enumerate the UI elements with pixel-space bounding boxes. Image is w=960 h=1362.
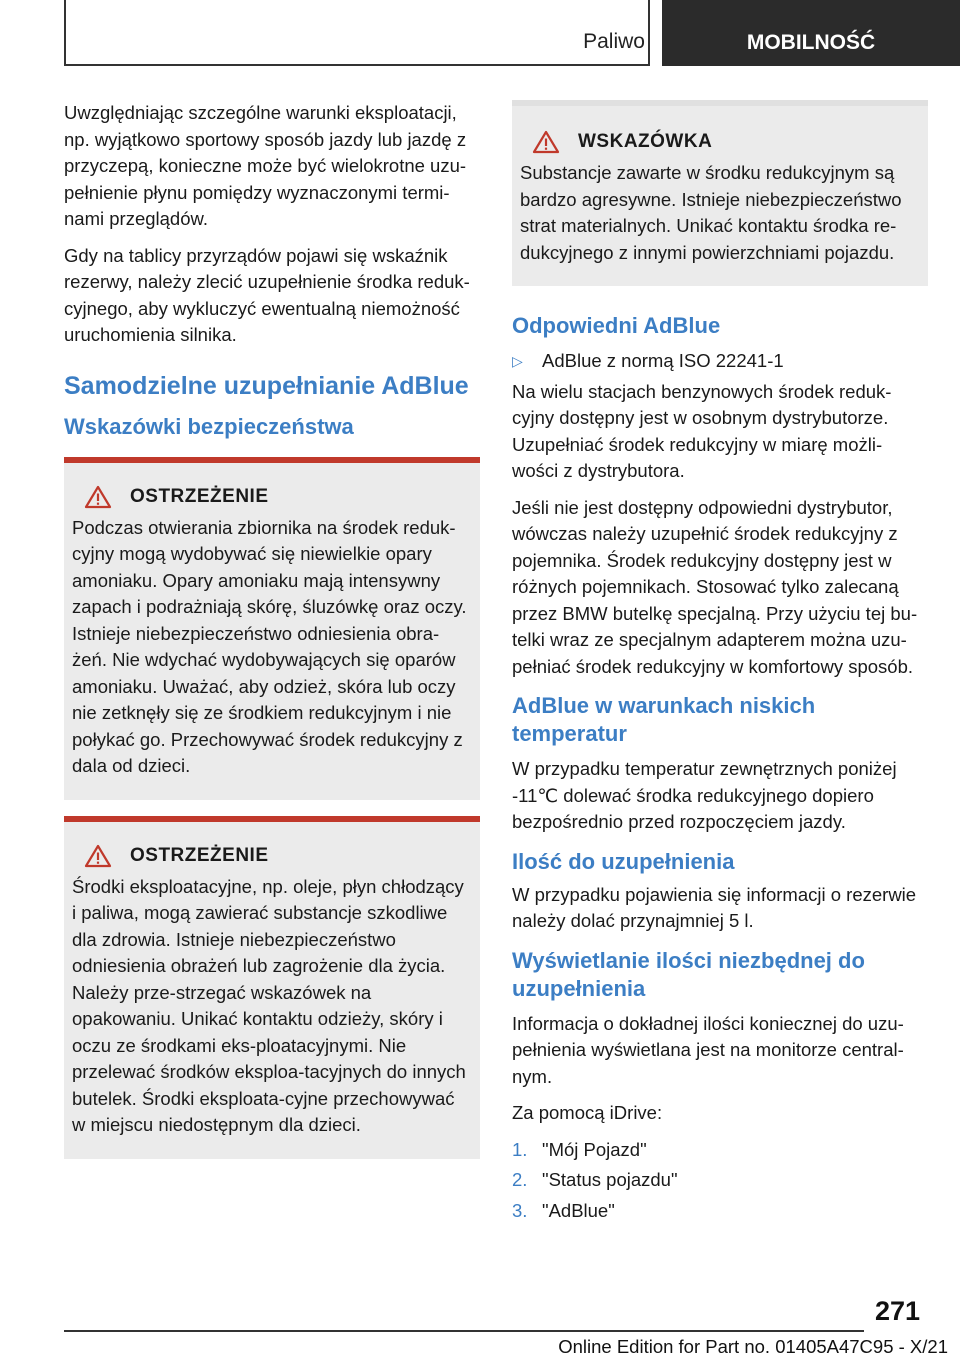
warning-triangle-icon (84, 485, 112, 509)
note-title: WSKAZÓWKA (578, 131, 713, 152)
left-column (64, 100, 480, 1175)
header-separator (648, 0, 650, 66)
warning-title: OSTRZEŻENIE (130, 844, 269, 866)
footer-edition: Online Edition for Part no. 01405A47C95 - X/21 (558, 1336, 948, 1357)
paragraph: Za pomocą iDrive: (512, 1102, 663, 1123)
subsection-heading: AdBlue w warunkach niskich temperatur (512, 693, 816, 746)
paragraph: Gdy na tablicy przyrządów pojawi się wskaźnik rezerwy, należy zlecić uzupełnienie środka reduk-cyjnego, aby wykluczyć ewentualną niemożność uruchomienia silnika. (64, 244, 470, 345)
header-bottom-rule (64, 64, 650, 66)
warning-triangle-icon (532, 130, 560, 154)
paragraph: Na wielu stacjach benzynowych środek reduk-cyjny dostępny jest w osobnym dystrybutorze. Uzupełniać środek redukcyjny w miarę możli-wości z dystrybutora. (512, 380, 892, 481)
header-chapter-label: MOBILNOŚĆ (746, 31, 876, 54)
warning-text: Środki eksploatacyjne, np. oleje, płyn chłodzący i paliwa, mogą zawierać substancje szkodliwe dla zdrowia. Istnieje niebezpieczeństwo odniesienia obrażeń lub zagrożenie dla życia. Należy prze-strzegać wskazówek na opakowaniu. Unikać kontaktu odzieży, skóry i oczu ze środkami eks-ploatacyjnymi. Nie przelewać środków eksploa-tacyjnych do innych butelek. Środki eksploata-cyjne przechowywać w miejscu niedostępnym dla dzieci. (72, 875, 466, 1135)
list-item (512, 1198, 928, 1225)
list-item-text: AdBlue z normą ISO 22241-1 (542, 350, 784, 371)
list-item (512, 1167, 928, 1194)
paragraph: Jeśli nie jest dostępny odpowiedni dystrybutor, wówczas należy uzupełnić środek redukcyjny z pojemnika. Środek redukcyjny dostępny jest w różnych pojemnikach. Stosować tylko zalecaną przez BMW butelkę specjalną. Przy użyciu tej bu-telki wraz ze specjalnym adapterem można uzu-pełniać środek redukcyjny w komfortowy sposób. (512, 496, 918, 677)
subsection-heading: Wskazówki bezpieczeństwa (64, 413, 354, 439)
list-item (512, 1137, 928, 1164)
footer-rule (64, 1330, 864, 1332)
note-box (512, 100, 928, 286)
header-chapter-tab (662, 0, 960, 66)
section-heading: Samodzielne uzupełnianie AdBlue (64, 371, 469, 400)
paragraph: W przypadku pojawienia się informacji o rezerwie należy dolać przynajmniej 5 l. (512, 883, 917, 931)
paragraph: W przypadku temperatur zewnętrznych poniżej -11℃ dolewać środka redukcyjnego dopiero bezpośrednio przed rozpoczęciem jazdy. (512, 758, 897, 832)
step-text: "AdBlue" (542, 1199, 615, 1221)
header-left-rule (64, 0, 66, 66)
subsection-heading: Odpowiedni AdBlue (512, 313, 721, 338)
warning-text: Podczas otwierania zbiornika na środek reduk-cyjny mogą wydobywać się niewielkie opary amoniaku. Opary amoniaku mają intensywny zapach i podrażniają skórę, śluzówkę oraz oczy. Istnieje niebezpieczeństwo odniesienia obra-żeń. Nie wdychać wydobywających się oparów amoniaku. Uważać, aby odzież, skóra lub oczy nie zetknęły się ze środkiem redukcyjnym i nie połykać go. Przechowywać środek redukcyjny z dala od dzieci. (72, 516, 467, 776)
paragraph: Informacja o dokładnej ilości koniecznej do uzu-pełnienia wyświetlana jest na monitorze central-nym. (512, 1012, 904, 1087)
header-section-title: Paliwo (583, 30, 645, 53)
step-text: "Mój Pojazd" (542, 1138, 647, 1160)
warning-title: OSTRZEŻENIE (130, 485, 269, 507)
warning-box (64, 457, 480, 800)
list-item (512, 348, 928, 375)
note-text: Substancje zawarte w środku redukcyjnym są bardzo agresywne. Istnieje niebezpieczeństwo strat materialnych. Unikać kontaktu środka re-dukcyjnego z innymi powierzchniami pojazdu. (520, 162, 902, 263)
subsection-heading: Wyświetlanie ilości niezbędnej do uzupełnienia (512, 947, 865, 1001)
subsection-heading: Ilość do uzupełnienia (512, 848, 735, 874)
paragraph: Uwzględniając szczególne warunki eksploatacji, np. wyjątkowo sportowy sposób jazdy lub jazdę z przyczepą, konieczne może być wielokrotne uzu-pełnienie płynu pomiędzy wyznaczonymi termi-nami przeglądów. (64, 102, 467, 229)
triangle-bullet-icon: ▷ (512, 353, 523, 369)
right-column (512, 100, 928, 1228)
step-text: "Status pojazdu" (542, 1169, 678, 1190)
warning-box (64, 816, 480, 1159)
step-number: 3. (512, 1199, 528, 1221)
step-number: 2. (512, 1169, 528, 1190)
step-number: 1. (512, 1138, 528, 1160)
warning-triangle-icon (84, 844, 112, 868)
page-number: 271 (874, 1296, 920, 1326)
step-list (512, 1137, 928, 1225)
